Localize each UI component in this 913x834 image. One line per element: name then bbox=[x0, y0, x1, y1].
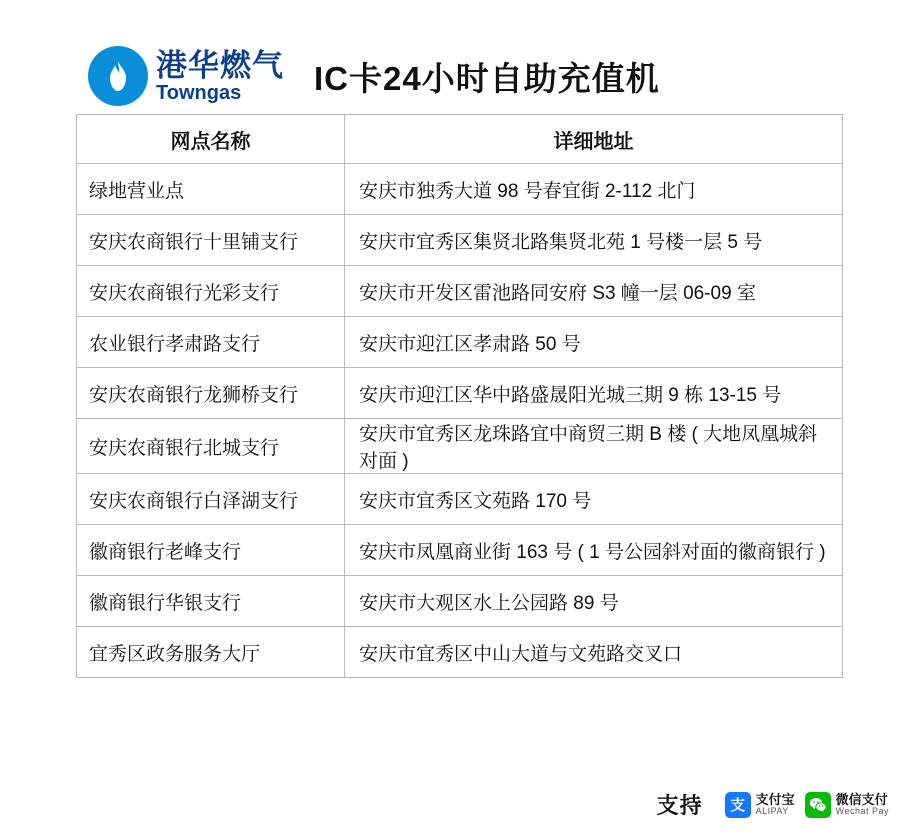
cell-site-name: 安庆农商银行北城支行 bbox=[77, 419, 345, 474]
table-row bbox=[77, 368, 843, 419]
locations-table-wrapper bbox=[76, 114, 842, 678]
alipay-badge bbox=[725, 792, 795, 818]
cell-site-address: 安庆市宜秀区中山大道与文苑路交叉口 bbox=[345, 627, 843, 678]
wechat-pay-icon bbox=[805, 792, 831, 818]
cell-site-address: 安庆市宜秀区集贤北路集贤北苑 1 号楼一层 5 号 bbox=[345, 215, 843, 266]
table-row bbox=[77, 266, 843, 317]
brand-name-en: Towngas bbox=[156, 81, 242, 104]
wechat-pay-name-en: Wechat Pay bbox=[835, 805, 889, 816]
locations-table bbox=[76, 114, 843, 678]
cell-site-name: 徽商银行华银支行 bbox=[77, 576, 345, 627]
column-header-name: 网点名称 bbox=[77, 115, 345, 164]
alipay-name-cn: 支付宝 bbox=[755, 791, 795, 807]
alipay-name-en: ALIPAY bbox=[755, 805, 789, 816]
table-row bbox=[77, 474, 843, 525]
cell-site-name: 绿地营业点 bbox=[77, 164, 345, 215]
cell-site-address: 安庆市开发区雷池路同安府 S3 幢一层 06-09 室 bbox=[345, 266, 843, 317]
wechat-pay-badge bbox=[805, 792, 889, 818]
table-header-row bbox=[77, 115, 843, 164]
cell-site-address: 安庆市宜秀区龙珠路宜中商贸三期 B 楼 ( 大地凤凰城斜对面 ) bbox=[345, 419, 843, 474]
table-row bbox=[77, 215, 843, 266]
table-row bbox=[77, 419, 843, 474]
towngas-flame-logo-icon bbox=[88, 46, 148, 106]
brand-logo-text bbox=[156, 47, 284, 104]
cell-site-address: 安庆市凤凰商业街 163 号 ( 1 号公园斜对面的徽商银行 ) bbox=[345, 525, 843, 576]
table-row bbox=[77, 576, 843, 627]
table-row bbox=[77, 164, 843, 215]
cell-site-name: 徽商银行老峰支行 bbox=[77, 525, 345, 576]
cell-site-name: 安庆农商银行白泽湖支行 bbox=[77, 474, 345, 525]
support-label: 支持 bbox=[656, 793, 703, 818]
cell-site-address: 安庆市迎江区孝肃路 50 号 bbox=[345, 317, 843, 368]
cell-site-name: 安庆农商银行光彩支行 bbox=[77, 266, 345, 317]
alipay-icon bbox=[725, 792, 751, 818]
cell-site-address: 安庆市宜秀区文苑路 170 号 bbox=[345, 474, 843, 525]
column-header-address: 详细地址 bbox=[345, 115, 843, 164]
page-title: IC卡24小时自助充值机 bbox=[314, 59, 660, 97]
cell-site-address: 安庆市迎江区华中路盛晟阳光城三期 9 栋 13-15 号 bbox=[345, 368, 843, 419]
alipay-glyph: 支 bbox=[730, 797, 746, 814]
brand-name-cn: 港华燃气 bbox=[156, 47, 284, 83]
alipay-text bbox=[756, 793, 795, 816]
table-row bbox=[77, 525, 843, 576]
table-row bbox=[77, 317, 843, 368]
cell-site-name: 农业银行孝肃路支行 bbox=[77, 317, 345, 368]
payment-support-footer bbox=[657, 789, 889, 820]
wechat-pay-name-cn: 微信支付 bbox=[835, 791, 888, 807]
cell-site-name: 安庆农商银行十里铺支行 bbox=[77, 215, 345, 266]
cell-site-name: 安庆农商银行龙狮桥支行 bbox=[77, 368, 345, 419]
cell-site-name: 宜秀区政务服务大厅 bbox=[77, 627, 345, 678]
cell-site-address: 安庆市大观区水上公园路 89 号 bbox=[345, 576, 843, 627]
cell-site-address: 安庆市独秀大道 98 号春宜街 2-112 北门 bbox=[345, 164, 843, 215]
brand-logo bbox=[88, 46, 284, 106]
page-header bbox=[0, 0, 913, 104]
table-row bbox=[77, 627, 843, 678]
wechat-pay-text bbox=[836, 793, 889, 816]
